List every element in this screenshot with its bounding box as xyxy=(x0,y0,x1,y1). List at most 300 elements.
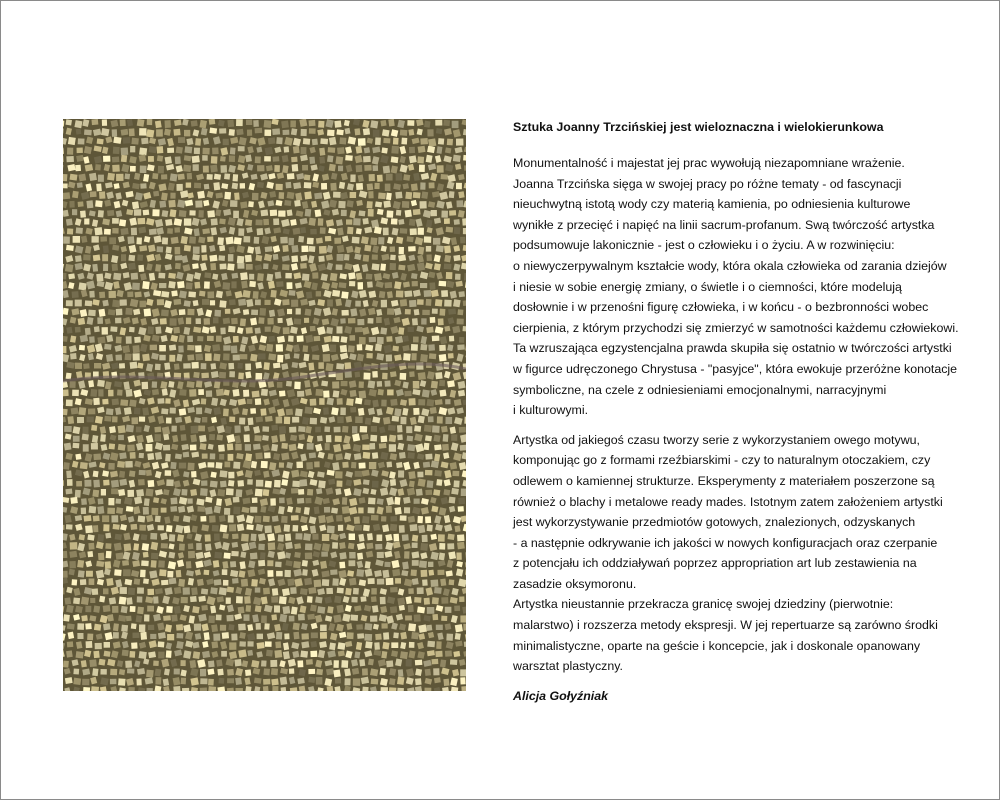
mosaic-tile xyxy=(268,353,276,360)
mosaic-tile xyxy=(126,506,133,512)
mosaic-tile xyxy=(404,391,411,397)
mosaic-tile xyxy=(262,435,269,441)
mosaic-tile xyxy=(304,174,311,180)
mosaic-tile xyxy=(228,480,235,487)
text-line: odlewem o kamiennej strukturze. Eksperymenty z materiałem poszerzone są xyxy=(513,473,935,488)
mosaic-tile xyxy=(333,390,340,397)
mosaic-tile xyxy=(394,281,401,289)
mosaic-tile xyxy=(408,516,415,523)
mosaic-tile xyxy=(197,506,205,512)
mosaic-tile xyxy=(260,210,268,217)
mosaic-tile xyxy=(174,669,180,675)
mosaic-tile xyxy=(439,380,445,386)
mosaic-tile xyxy=(408,588,414,594)
mosaic-tile xyxy=(175,453,182,459)
mosaic-tile xyxy=(394,408,401,416)
mosaic-tile xyxy=(207,336,214,341)
mosaic-tile xyxy=(222,282,230,290)
mosaic-tile xyxy=(154,669,161,677)
mosaic-tile xyxy=(377,337,384,344)
mosaic-tile xyxy=(415,678,422,685)
mosaic-tile xyxy=(155,515,161,522)
mosaic-tile xyxy=(103,605,111,612)
mosaic-tile xyxy=(85,164,93,171)
mosaic-tile xyxy=(168,381,174,388)
mosaic-tile xyxy=(391,146,399,154)
mosaic-tile xyxy=(115,498,121,503)
mosaic-tile xyxy=(112,129,118,137)
mosaic-tile xyxy=(225,237,233,245)
mosaic-tile xyxy=(225,309,231,314)
mosaic-tile xyxy=(117,461,125,468)
mosaic-tile xyxy=(63,409,68,416)
mosaic-tile xyxy=(72,191,79,198)
mosaic-tile xyxy=(383,200,391,207)
mosaic-tile xyxy=(424,236,432,242)
mosaic-tile xyxy=(366,274,373,280)
mosaic-tile xyxy=(310,525,316,533)
mosaic-tile xyxy=(386,660,393,667)
mosaic-tile xyxy=(91,425,97,431)
mosaic-tile xyxy=(85,300,93,306)
mosaic-tile xyxy=(193,164,199,171)
mosaic-tile xyxy=(308,363,314,371)
mosaic-tile xyxy=(128,587,135,595)
mosaic-tile xyxy=(123,272,130,278)
mosaic-tile xyxy=(435,120,442,126)
mosaic-tile xyxy=(441,174,449,180)
mosaic-tile xyxy=(370,435,377,442)
mosaic-tile xyxy=(259,308,266,316)
mosaic-tile xyxy=(144,614,150,621)
article-title: Sztuka Joanny Trzcińskiej jest wieloznaczna i wielokierunkowa xyxy=(513,120,884,134)
mosaic-tile xyxy=(289,616,295,622)
mosaic-tile xyxy=(296,461,303,468)
mosaic-tile xyxy=(212,525,219,532)
mosaic-tile xyxy=(273,156,280,161)
mosaic-tile xyxy=(245,155,252,163)
mosaic-tile xyxy=(434,263,441,270)
mosaic-tile xyxy=(286,381,292,387)
mosaic-tile xyxy=(397,597,405,605)
mosaic-tile xyxy=(63,183,68,188)
mosaic-tile xyxy=(320,227,326,233)
mosaic-tile xyxy=(453,651,460,657)
mosaic-tile xyxy=(256,147,262,153)
mosaic-tile xyxy=(255,489,263,497)
mosaic-tile xyxy=(312,272,318,278)
mosaic-tile xyxy=(91,686,99,691)
mosaic-tile xyxy=(279,434,285,442)
mosaic-tile xyxy=(359,497,366,504)
mosaic-tile xyxy=(419,165,425,172)
mosaic-tile xyxy=(71,579,77,585)
mosaic-tile xyxy=(76,128,82,134)
mosaic-tile xyxy=(89,659,96,667)
mosaic-tile xyxy=(390,587,398,592)
mosaic-tile xyxy=(210,326,216,333)
mosaic-tile xyxy=(168,552,175,559)
mosaic-tile xyxy=(363,128,370,135)
mosaic-tile xyxy=(306,659,313,665)
mosaic-tile xyxy=(424,425,432,432)
mosaic-tile xyxy=(229,524,236,531)
mosaic-tile xyxy=(84,146,92,154)
mosaic-tile xyxy=(142,354,150,362)
mosaic-tile xyxy=(421,191,428,199)
mosaic-tile xyxy=(147,589,154,595)
mosaic-tile xyxy=(241,534,249,542)
mosaic-tile xyxy=(64,426,72,432)
text-line: wynikłe z przecięć i napięć na linii sacrum-profanum. Swą twórczość artystka xyxy=(513,217,935,232)
mosaic-tile xyxy=(430,552,438,561)
mosaic-tile xyxy=(168,281,176,289)
mosaic-tile xyxy=(446,272,453,279)
mosaic-tile xyxy=(409,155,417,163)
mosaic-tile xyxy=(454,399,462,406)
mosaic-tile xyxy=(110,679,117,684)
mosaic-tile xyxy=(309,157,315,164)
mosaic-tile xyxy=(386,193,392,200)
mosaic-tile xyxy=(320,138,328,144)
mosaic-tile xyxy=(302,165,308,171)
mosaic-tile xyxy=(432,425,440,432)
mosaic-tile xyxy=(341,660,348,668)
mosaic-tile xyxy=(106,578,113,586)
mosaic-tile xyxy=(112,606,118,613)
mosaic-tile xyxy=(198,389,204,395)
mosaic-tile xyxy=(168,200,175,208)
mosaic-tile xyxy=(170,462,176,469)
mosaic-tile xyxy=(243,309,249,315)
mosaic-tile xyxy=(147,453,154,460)
mosaic-tile xyxy=(109,597,116,604)
mosaic-tile xyxy=(336,480,342,486)
mosaic-tile xyxy=(178,137,185,143)
mosaic-tile xyxy=(363,479,370,485)
mosaic-tile xyxy=(367,533,373,540)
mosaic-tile xyxy=(166,246,172,253)
mosaic-tile xyxy=(381,623,387,628)
mosaic-tile xyxy=(461,686,466,691)
mosaic-tile xyxy=(320,561,327,569)
mosaic-tile xyxy=(192,263,199,269)
mosaic-tile xyxy=(245,219,252,226)
mosaic-tile xyxy=(155,434,161,441)
text-line: Artystka nieustannie przekracza granicę swojej dziedziny (pierwotnie: xyxy=(513,597,894,612)
mosaic-tile xyxy=(319,246,327,254)
mosaic-tile xyxy=(233,174,239,181)
mosaic-tile xyxy=(436,641,441,649)
mosaic-tile xyxy=(362,218,368,225)
mosaic-tile xyxy=(183,165,191,172)
mosaic-tile xyxy=(410,524,418,531)
mosaic-tile xyxy=(426,327,433,333)
mosaic-tile xyxy=(290,435,297,441)
mosaic-tile xyxy=(154,427,161,433)
mosaic-tile xyxy=(204,281,210,288)
mosaic-tile xyxy=(327,453,333,460)
mosaic-tile xyxy=(239,417,245,424)
mosaic-tile xyxy=(150,345,157,350)
mosaic-tile xyxy=(319,641,327,648)
mosaic-tile xyxy=(140,165,147,173)
mosaic-tile xyxy=(441,597,448,604)
mosaic-tile xyxy=(95,200,103,207)
mosaic-tile xyxy=(379,668,385,675)
mosaic-tile xyxy=(355,398,363,405)
mosaic-tile xyxy=(350,192,357,198)
mosaic-tile xyxy=(131,273,139,280)
mosaic-tile xyxy=(361,677,369,685)
mosaic-tile xyxy=(239,632,246,639)
mosaic-tile xyxy=(215,192,223,198)
mosaic-tile xyxy=(73,426,81,434)
mosaic-tile xyxy=(275,272,282,279)
mosaic-tile xyxy=(310,418,317,425)
mosaic-tile xyxy=(381,400,387,407)
mosaic-tile xyxy=(169,534,175,541)
mosaic-tile xyxy=(311,201,317,208)
mosaic-tile xyxy=(400,417,406,425)
mosaic-tile xyxy=(287,173,295,179)
mosaic-tile xyxy=(91,236,98,242)
mosaic-tile xyxy=(178,174,185,180)
mosaic-tile xyxy=(439,543,445,550)
mosaic-tile xyxy=(405,309,411,315)
mosaic-tile xyxy=(227,120,234,128)
mosaic-tile xyxy=(295,282,302,288)
mosaic-tile xyxy=(367,380,375,388)
text-line: z potencjału ich oddziaływań poprzez appropriation art lub zestawienia na xyxy=(513,556,917,571)
mosaic-tile xyxy=(170,209,177,217)
mosaic-tile xyxy=(279,614,287,623)
mosaic-tile xyxy=(358,408,365,416)
mosaic-tile xyxy=(108,390,113,397)
mosaic-tile xyxy=(190,596,197,602)
mosaic-tile xyxy=(133,353,140,360)
mosaic-tile xyxy=(436,128,442,134)
mosaic-tile xyxy=(224,389,230,395)
mosaic-tile xyxy=(75,165,81,172)
mosaic-tile xyxy=(145,488,153,496)
mosaic-tile xyxy=(433,435,440,442)
mosaic-tile xyxy=(273,363,281,369)
mosaic-tile xyxy=(297,678,305,685)
mosaic-tile xyxy=(425,470,433,476)
mosaic-tile xyxy=(174,119,182,126)
mosaic-tile xyxy=(211,227,218,235)
mosaic-tile xyxy=(263,686,269,691)
mosaic-tile xyxy=(130,146,135,152)
mosaic-tile xyxy=(235,688,242,691)
mosaic-tile xyxy=(316,677,323,685)
mosaic-tile xyxy=(66,470,72,478)
mosaic-tile xyxy=(422,579,428,585)
mosaic-tile xyxy=(251,461,257,468)
mosaic-tile xyxy=(98,553,104,561)
mosaic-tile xyxy=(292,228,300,235)
mosaic-tile xyxy=(164,362,170,369)
mosaic-tile xyxy=(162,389,168,396)
mosaic-tile xyxy=(420,354,428,362)
mosaic-tile xyxy=(183,525,190,533)
mosaic-tile xyxy=(246,264,253,270)
mosaic-tile xyxy=(157,398,164,404)
mosaic-tile xyxy=(139,624,145,632)
mosaic-tile xyxy=(162,426,170,435)
mosaic-tile xyxy=(356,569,364,577)
mosaic-tile xyxy=(250,507,257,513)
mosaic-tile xyxy=(394,354,402,361)
mosaic-tile xyxy=(78,174,86,182)
mosaic-tile xyxy=(398,327,404,335)
mosaic-tile xyxy=(249,542,257,550)
mosaic-tile xyxy=(75,454,81,460)
mosaic-tile xyxy=(331,173,337,180)
mosaic-tile xyxy=(397,688,404,691)
mosaic-tile xyxy=(418,525,425,533)
mosaic-tile xyxy=(291,128,298,135)
mosaic-tile xyxy=(404,507,410,513)
mosaic-tile xyxy=(279,462,284,467)
text-line: minimalistyczne, oparte na geście i koncepcie, jak i doskonale opanowany xyxy=(513,638,921,653)
mosaic-tile xyxy=(319,398,324,405)
mosaic-tile xyxy=(413,336,419,342)
mosaic-tile xyxy=(213,353,220,361)
mosaic-tile xyxy=(220,524,228,532)
mosaic-tile xyxy=(414,498,420,503)
mosaic-tile xyxy=(432,597,439,604)
mosaic-tile xyxy=(268,542,276,550)
mosaic-tile xyxy=(164,129,171,136)
mosaic-tile xyxy=(210,453,216,459)
mosaic-tile xyxy=(441,426,448,433)
mosaic-tile xyxy=(137,218,145,224)
mosaic-tile xyxy=(327,606,334,613)
mosaic-tile xyxy=(456,183,462,189)
mosaic-tile xyxy=(198,237,205,244)
mosaic-tile xyxy=(321,380,328,386)
mosaic-tile xyxy=(151,553,158,559)
mosaic-tile xyxy=(307,238,314,245)
mosaic-tile xyxy=(338,166,343,172)
mosaic-tile xyxy=(336,372,343,380)
mosaic-tile xyxy=(332,578,338,586)
mosaic-tile xyxy=(191,426,199,434)
mosaic-tile xyxy=(168,561,176,569)
mosaic-tile xyxy=(111,480,119,488)
mosaic-tile xyxy=(79,345,85,351)
mosaic-tile xyxy=(376,309,382,316)
mosaic-tile xyxy=(348,272,356,279)
mosaic-tile xyxy=(448,308,456,314)
mosaic-tile xyxy=(400,632,407,640)
mosaic-tile xyxy=(240,318,246,326)
mosaic-tile xyxy=(422,535,428,542)
mosaic-tile xyxy=(198,426,205,432)
mosaic-tile xyxy=(320,632,327,639)
mosaic-tile xyxy=(111,488,118,494)
mosaic-tile xyxy=(195,138,201,146)
mosaic-tile xyxy=(103,524,109,531)
mosaic-tile xyxy=(339,282,347,288)
mosaic-tile xyxy=(360,596,366,602)
mosaic-tile xyxy=(139,154,147,161)
mosaic-tile xyxy=(224,552,231,558)
mosaic-tile xyxy=(122,345,130,353)
mosaic-tile xyxy=(165,398,170,403)
mosaic-tile xyxy=(170,173,178,181)
mosaic-tile xyxy=(255,362,262,369)
mosaic-tile xyxy=(175,247,181,255)
mosaic-tile xyxy=(179,290,187,298)
mosaic-tile xyxy=(180,670,186,677)
mosaic-tile xyxy=(272,588,279,596)
mosaic-tile xyxy=(161,335,168,342)
mosaic-tile xyxy=(444,218,450,224)
mosaic-tile xyxy=(341,381,348,386)
mosaic-tile xyxy=(235,677,242,685)
mosaic-tile xyxy=(87,551,93,557)
mosaic-tile xyxy=(208,660,215,667)
mosaic-tile xyxy=(68,273,75,279)
mosaic-tile xyxy=(411,632,419,639)
mosaic-tile xyxy=(269,462,276,470)
mosaic-tile xyxy=(354,651,360,658)
mosaic-tile xyxy=(297,335,304,342)
mosaic-tile xyxy=(245,453,252,461)
mosaic-tile xyxy=(196,498,204,505)
mosaic-tile xyxy=(364,399,371,405)
mosaic-tile xyxy=(119,669,125,675)
mosaic-tile xyxy=(400,651,408,659)
mosaic-tile xyxy=(136,426,142,432)
mosaic-tile xyxy=(200,688,207,691)
mosaic-tile xyxy=(76,155,84,162)
mosaic-tile xyxy=(435,399,443,405)
mosaic-tile xyxy=(175,525,183,533)
mosaic-tile xyxy=(100,434,106,442)
mosaic-tile xyxy=(268,551,275,558)
mosaic-tile xyxy=(446,570,453,576)
mosaic-tile xyxy=(283,327,290,334)
mosaic-tile xyxy=(264,120,272,128)
mosaic-tile xyxy=(103,480,109,486)
mosaic-tile xyxy=(85,328,91,335)
mosaic-tile xyxy=(455,164,461,170)
mosaic-tile xyxy=(175,417,182,423)
mosaic-tile xyxy=(294,318,301,324)
mosaic-tile xyxy=(100,236,107,241)
mosaic-tile xyxy=(214,174,221,180)
mosaic-tile xyxy=(155,588,163,594)
text-line: podsumowuje lakonicznie - jest o człowieku i o życiu. A w rozwinięciu: xyxy=(513,238,895,253)
mosaic-tile xyxy=(78,570,85,577)
mosaic-tile xyxy=(238,606,245,613)
mosaic-tile xyxy=(339,542,346,549)
mosaic-tile xyxy=(152,209,159,216)
mosaic-tile xyxy=(399,452,406,459)
mosaic-tile xyxy=(458,390,465,397)
mosaic-tile xyxy=(191,587,198,595)
mosaic-tile xyxy=(178,506,185,513)
mosaic-tile xyxy=(249,274,254,280)
mosaic-tile xyxy=(146,515,153,522)
mosaic-tile xyxy=(141,138,148,145)
mosaic-tile xyxy=(256,480,264,487)
mosaic-tile xyxy=(451,488,459,495)
